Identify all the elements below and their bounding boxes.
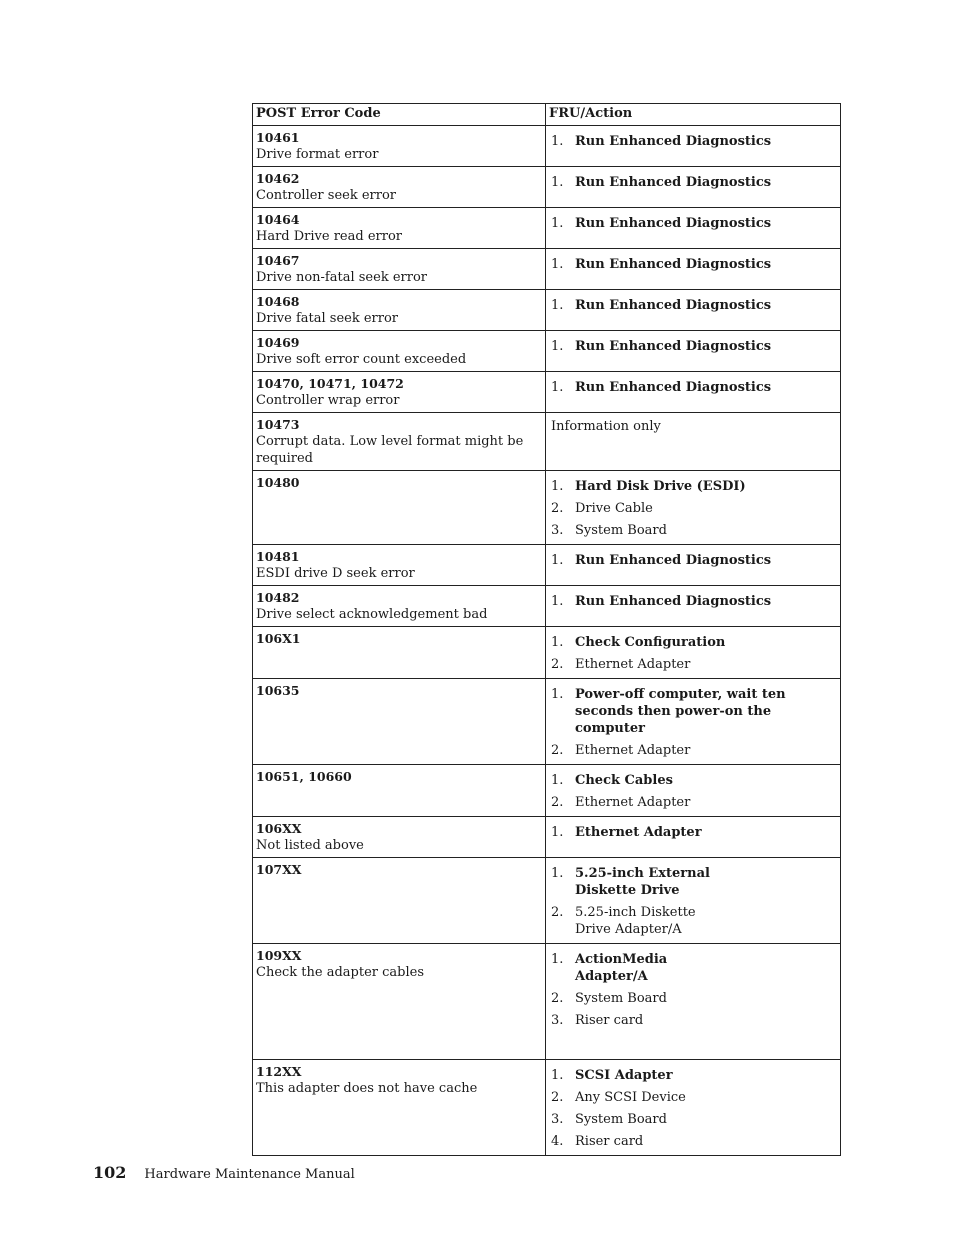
error-code-cell — [253, 1060, 546, 1156]
fru-list-item — [551, 379, 837, 396]
fru-item-number: 1. — [551, 825, 564, 840]
fru-list — [549, 861, 837, 940]
fru-list-item — [551, 656, 837, 673]
fru-item-number: 1. — [551, 298, 564, 313]
table-row — [253, 331, 841, 372]
fru-item-text: Run Enhanced Diagnostics — [575, 339, 772, 354]
table-row — [253, 586, 841, 627]
fru-item-text: Check Cables — [575, 773, 673, 788]
error-code-cell — [253, 471, 546, 545]
table-row — [253, 167, 841, 208]
fru-list — [549, 548, 837, 571]
error-code: 10635 — [256, 683, 300, 698]
fru-item-number: 4. — [551, 1134, 564, 1149]
fru-list-item — [551, 1012, 837, 1029]
error-description: Corrupt data. Low level format might be required — [256, 434, 524, 466]
fru-item-text: Run Enhanced Diagnostics — [575, 553, 772, 568]
fru-list — [549, 589, 837, 612]
fru-item-text: Run Enhanced Diagnostics — [575, 134, 772, 149]
manual-title: Hardware Maintenance Manual — [144, 1167, 355, 1182]
fru-item-text: SCSI Adapter — [575, 1068, 673, 1083]
fru-list — [549, 630, 837, 675]
error-code: 109XX — [256, 948, 302, 963]
fru-action-cell — [546, 679, 841, 765]
fru-item-number: 1. — [551, 687, 564, 702]
fru-list — [549, 334, 837, 357]
error-code: 10469 — [256, 335, 300, 350]
fru-list-item — [551, 1089, 837, 1106]
table-row — [253, 249, 841, 290]
error-description: Hard Drive read error — [256, 229, 402, 244]
fru-item-number: 1. — [551, 866, 564, 881]
fru-list — [549, 129, 837, 152]
fru-list-item — [551, 1111, 837, 1128]
fru-item-number: 1. — [551, 773, 564, 788]
fru-list-item — [551, 1067, 837, 1084]
error-description: Controller wrap error — [256, 393, 400, 408]
fru-action-cell — [546, 858, 841, 944]
table-row — [253, 944, 841, 1060]
error-description: Not listed above — [256, 838, 364, 853]
error-description: Drive format error — [256, 147, 379, 162]
fru-item-text: Ethernet Adapter — [575, 795, 691, 810]
error-code: 106X1 — [256, 631, 301, 646]
fru-list-item — [551, 904, 837, 938]
fru-list-item — [551, 686, 837, 737]
error-code: 10467 — [256, 253, 300, 268]
error-description: Check the adapter cables — [256, 965, 425, 980]
table-row — [253, 858, 841, 944]
table-row — [253, 471, 841, 545]
fru-item-text: Ethernet Adapter — [575, 657, 691, 672]
error-description: ESDI drive D seek error — [256, 566, 415, 581]
fru-item-text: Ethernet Adapter — [575, 825, 702, 840]
fru-list — [549, 252, 837, 275]
fru-item-number: 1. — [551, 134, 564, 149]
fru-item-number: 1. — [551, 1068, 564, 1083]
error-code: 10481 — [256, 549, 300, 564]
fru-action-cell — [546, 627, 841, 679]
fru-item-number: 1. — [551, 594, 564, 609]
fru-item-text: Ethernet Adapter — [575, 743, 691, 758]
fru-action-cell — [546, 1060, 841, 1156]
error-code-cell — [253, 413, 546, 471]
fru-item-number: 1. — [551, 380, 564, 395]
fru-list — [549, 170, 837, 193]
fru-list — [549, 947, 837, 1031]
error-code-cell — [253, 208, 546, 249]
fru-list-item — [551, 478, 837, 495]
fru-action-cell — [546, 413, 841, 471]
error-description: Drive fatal seek error — [256, 311, 399, 326]
fru-list — [549, 820, 837, 843]
fru-item-number: 2. — [551, 501, 564, 516]
error-code-cell — [253, 944, 546, 1060]
fru-item-text: Run Enhanced Diagnostics — [575, 216, 772, 231]
error-code: 106XX — [256, 821, 302, 836]
error-code-cell — [253, 817, 546, 858]
error-code-cell — [253, 545, 546, 586]
page-number: 102 — [93, 1163, 127, 1182]
error-code: 10462 — [256, 171, 300, 186]
fru-item-number: 1. — [551, 635, 564, 650]
error-code: 10480 — [256, 475, 300, 490]
fru-list-item — [551, 593, 837, 610]
fru-item-text: Run Enhanced Diagnostics — [575, 257, 772, 272]
fru-item-text: Power-off computer, wait ten seconds then power-on the computer — [575, 687, 786, 736]
fru-list — [549, 682, 837, 761]
fru-item-number: 3. — [551, 523, 564, 538]
fru-item-number: 2. — [551, 743, 564, 758]
error-code: 112XX — [256, 1064, 302, 1079]
error-code: 10468 — [256, 294, 300, 309]
error-code-cell — [253, 126, 546, 167]
fru-list — [549, 211, 837, 234]
fru-item-text: Riser card — [575, 1134, 644, 1149]
error-description: Drive non-fatal seek error — [256, 270, 427, 285]
page-footer — [93, 1163, 355, 1182]
error-code-cell — [253, 167, 546, 208]
fru-item-number: 2. — [551, 795, 564, 810]
fru-list-item — [551, 634, 837, 651]
fru-item-text: Run Enhanced Diagnostics — [575, 380, 772, 395]
fru-item-text: Hard Disk Drive (ESDI) — [575, 479, 746, 494]
error-code-cell — [253, 679, 546, 765]
fru-item-number: 2. — [551, 905, 564, 920]
error-code: 10651, 10660 — [256, 769, 352, 784]
fru-action-cell — [546, 586, 841, 627]
table-header-row — [253, 104, 841, 126]
error-code: 10464 — [256, 212, 300, 227]
fru-item-number: 3. — [551, 1112, 564, 1127]
error-code-cell — [253, 290, 546, 331]
fru-list-item — [551, 742, 837, 759]
table-row — [253, 1060, 841, 1156]
fru-action-cell — [546, 817, 841, 858]
fru-list-item — [551, 338, 837, 355]
error-code-cell — [253, 249, 546, 290]
fru-item-number: 1. — [551, 479, 564, 494]
error-description: Drive select acknowledgement bad — [256, 607, 488, 622]
table-row — [253, 126, 841, 167]
fru-action-cell — [546, 372, 841, 413]
error-code-cell — [253, 372, 546, 413]
fru-item-text: Check Configuration — [575, 635, 726, 650]
fru-list-item — [551, 297, 837, 314]
fru-item-text: System Board — [575, 1112, 667, 1127]
fru-list-item — [551, 772, 837, 789]
fru-item-number: 2. — [551, 657, 564, 672]
fru-list-item — [551, 951, 837, 985]
error-description: This adapter does not have cache — [256, 1081, 478, 1096]
error-code-cell — [253, 858, 546, 944]
fru-item-text: Run Enhanced Diagnostics — [575, 175, 772, 190]
fru-list-item — [551, 824, 837, 841]
table-row — [253, 413, 841, 471]
fru-action-cell — [546, 208, 841, 249]
error-code-cell — [253, 331, 546, 372]
error-code: 107XX — [256, 862, 302, 877]
fru-item-text: Run Enhanced Diagnostics — [575, 594, 772, 609]
fru-list — [549, 1063, 837, 1152]
fru-action-cell — [546, 944, 841, 1060]
fru-item-number: 2. — [551, 1090, 564, 1105]
table-row — [253, 208, 841, 249]
table-row — [253, 679, 841, 765]
info-text: Information only — [551, 419, 661, 434]
fru-list-item — [551, 133, 837, 150]
table-row — [253, 545, 841, 586]
fru-item-number: 1. — [551, 175, 564, 190]
column-header-post-error-code: POST Error Code — [253, 104, 546, 126]
fru-list-item — [551, 794, 837, 811]
table-row — [253, 765, 841, 817]
fru-list-item — [551, 256, 837, 273]
error-code: 10482 — [256, 590, 300, 605]
fru-list — [549, 375, 837, 398]
fru-action-cell — [546, 471, 841, 545]
fru-item-number: 1. — [551, 216, 564, 231]
error-code: 10470, 10471, 10472 — [256, 376, 404, 391]
fru-item-text: System Board — [575, 523, 667, 538]
fru-item-text: Drive Cable — [575, 501, 653, 516]
table-row — [253, 627, 841, 679]
fru-item-text: System Board — [575, 991, 667, 1006]
error-code-cell — [253, 765, 546, 817]
fru-list — [549, 474, 837, 541]
fru-item-number: 3. — [551, 1013, 564, 1028]
fru-list-item — [551, 990, 837, 1007]
fru-item-number: 2. — [551, 991, 564, 1006]
table-row — [253, 290, 841, 331]
fru-item-text: Run Enhanced Diagnostics — [575, 298, 772, 313]
fru-action-cell — [546, 765, 841, 817]
table-row — [253, 372, 841, 413]
fru-list-item — [551, 215, 837, 232]
fru-list-item — [551, 552, 837, 569]
fru-list-item — [551, 500, 837, 517]
error-code: 10461 — [256, 130, 300, 145]
fru-item-number: 1. — [551, 553, 564, 568]
fru-action-cell — [546, 249, 841, 290]
fru-action-cell — [546, 331, 841, 372]
fru-item-number: 1. — [551, 257, 564, 272]
error-code: 10473 — [256, 417, 300, 432]
fru-list — [549, 768, 837, 813]
fru-action-cell — [546, 545, 841, 586]
fru-item-text: ActionMedia Adapter/A — [575, 952, 668, 984]
fru-action-cell — [546, 167, 841, 208]
fru-list-item — [551, 174, 837, 191]
fru-list-item — [551, 865, 837, 899]
table-row — [253, 817, 841, 858]
error-code-cell — [253, 586, 546, 627]
error-description: Controller seek error — [256, 188, 396, 203]
fru-item-text: Riser card — [575, 1013, 644, 1028]
fru-item-number: 1. — [551, 952, 564, 967]
fru-action-cell — [546, 290, 841, 331]
fru-item-number: 1. — [551, 339, 564, 354]
fru-list — [549, 293, 837, 316]
fru-item-text: 5.25-inch Diskette Drive Adapter/A — [575, 905, 696, 937]
fru-list-item — [551, 522, 837, 539]
post-error-table — [252, 103, 841, 1156]
fru-list-item — [551, 1133, 837, 1150]
column-header-fru-action: FRU/Action — [546, 104, 841, 126]
error-code-cell — [253, 627, 546, 679]
fru-item-text: Any SCSI Device — [575, 1090, 686, 1105]
fru-item-text: 5.25-inch External Diskette Drive — [575, 866, 710, 898]
fru-action-cell — [546, 126, 841, 167]
error-description: Drive soft error count exceeded — [256, 352, 467, 367]
